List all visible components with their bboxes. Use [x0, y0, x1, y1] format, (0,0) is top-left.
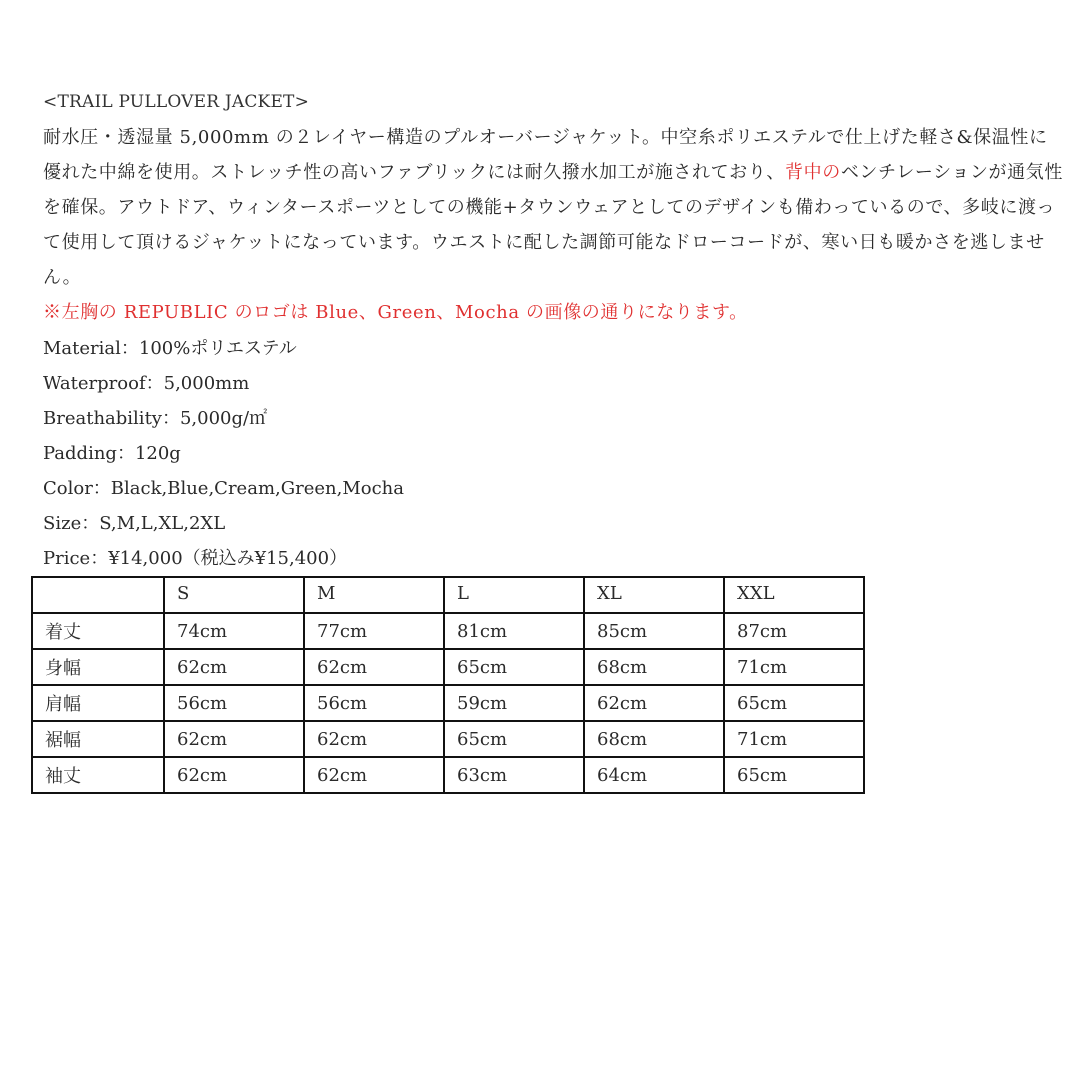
- table-cell: 81cm: [444, 613, 584, 649]
- table-cell: 85cm: [584, 613, 724, 649]
- table-cell: 62cm: [584, 685, 724, 721]
- table-cell: 74cm: [164, 613, 304, 649]
- table-cell: 62cm: [304, 757, 444, 793]
- size-table-header-row: [32, 577, 864, 613]
- table-cell: 62cm: [164, 649, 304, 685]
- table-cell: 65cm: [724, 685, 864, 721]
- table-cell: 63cm: [444, 757, 584, 793]
- table-cell: 59cm: [444, 685, 584, 721]
- table-cell: 56cm: [164, 685, 304, 721]
- description-text-1: 耐水圧・透湿量 5,000mm の２レイヤー構造のプルオーバージャケット。中空糸ポリエステルで仕上げた軽さ&保温性に優れた中綿を使用。ストレッチ性の高いファブリックには耐久撥水加工が施されており、: [43, 127, 1048, 183]
- table-cell: 65cm: [444, 649, 584, 685]
- header-cell-blank: [32, 577, 164, 613]
- spec-size: Size：S,M,L,XL,2XL: [43, 513, 226, 534]
- table-row: [32, 649, 864, 685]
- table-cell: 65cm: [444, 721, 584, 757]
- table-cell: 62cm: [304, 721, 444, 757]
- table-cell: 56cm: [304, 685, 444, 721]
- header-cell-xxl: XXL: [724, 577, 864, 613]
- logo-note: ※左胸の REPUBLIC のロゴは Blue、Green、Mocha の画像の通りになります。: [43, 302, 748, 323]
- table-cell: 68cm: [584, 649, 724, 685]
- spec-list: [43, 331, 404, 576]
- row-label: 肩幅: [32, 685, 164, 721]
- header-cell-l: L: [444, 577, 584, 613]
- header-cell-m: M: [304, 577, 444, 613]
- row-label: 身幅: [32, 649, 164, 685]
- size-table: [31, 576, 865, 794]
- header-cell-s: S: [164, 577, 304, 613]
- spec-material: Material：100%ポリエステル: [43, 338, 297, 359]
- table-cell: 68cm: [584, 721, 724, 757]
- table-cell: 62cm: [304, 649, 444, 685]
- table-row: [32, 721, 864, 757]
- spec-color: Color：Black,Blue,Cream,Green,Mocha: [43, 478, 405, 499]
- row-label: 裾幅: [32, 721, 164, 757]
- table-row: [32, 685, 864, 721]
- table-cell: 71cm: [724, 721, 864, 757]
- table-cell: 62cm: [164, 721, 304, 757]
- spec-price: Price：¥14,000（税込み¥15,400）: [43, 548, 348, 569]
- table-row: [32, 757, 864, 793]
- row-label: 袖丈: [32, 757, 164, 793]
- description-red-text: 背中の: [785, 162, 841, 183]
- product-title: <TRAIL PULLOVER JACKET>: [43, 92, 310, 112]
- header-cell-xl: XL: [584, 577, 724, 613]
- table-cell: 77cm: [304, 613, 444, 649]
- table-cell: 62cm: [164, 757, 304, 793]
- spec-waterproof: Waterproof：5,000mm: [43, 373, 250, 394]
- description-paragraph: [43, 120, 1063, 295]
- table-row: [32, 613, 864, 649]
- table-cell: 87cm: [724, 613, 864, 649]
- row-label: 着丈: [32, 613, 164, 649]
- table-cell: 65cm: [724, 757, 864, 793]
- spec-breathability: Breathability：5,000g/㎡: [43, 408, 268, 429]
- table-cell: 64cm: [584, 757, 724, 793]
- table-cell: 71cm: [724, 649, 864, 685]
- product-description: [43, 120, 1063, 330]
- spec-padding: Padding：120g: [43, 443, 181, 464]
- description-text-2: ベンチレーションが通気性を確保。アウトドア、ウィンタースポーツとしての機能+タウンウェアとしてのデザインも備わっているので、多岐に渡って使用して頂けるジャケットになっています。ウエストに配した調節可能なドローコードが、寒い日も暖かさを逃しません。: [43, 162, 1063, 288]
